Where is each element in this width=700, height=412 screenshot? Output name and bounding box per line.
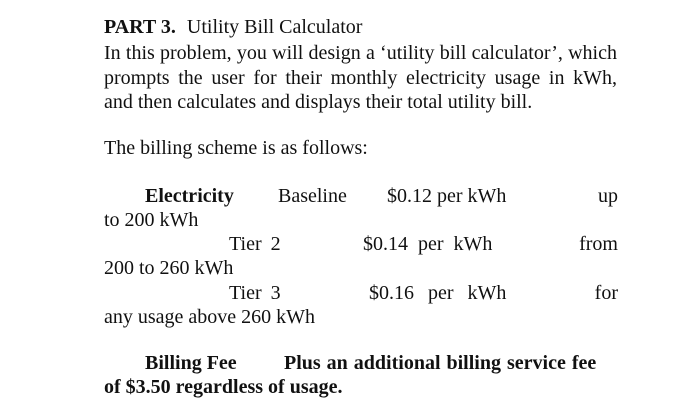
tier-range-rest-tier3: any usage above 260 kWh — [104, 306, 316, 328]
billing-fee-heading: Billing Fee — [145, 352, 237, 374]
tier-name-tier3: Tier 3 — [229, 282, 281, 304]
billing-fee-line2: of $3.50 regardless of usage. — [104, 376, 343, 398]
tier-rate-baseline: $0.12 per kWh — [387, 185, 507, 207]
billing-fee-line1: Plus an additional billing service fee — [284, 352, 597, 374]
tier-rate-tier3: $0.16 per kWh — [369, 282, 507, 304]
tier-range-rest-tier2: 200 to 260 kWh — [104, 257, 234, 279]
part-title: Utility Bill Calculator — [186, 16, 363, 38]
intro-paragraph: In this problem, you will design a ‘utility bill calculator’, which prompts the user for their monthly electricity usage in kWh, and then calculates and displays their total utility bill. — [104, 42, 617, 113]
tier-range-word-tier2: from — [579, 233, 618, 255]
tier-range-rest-baseline: to 200 kWh — [104, 209, 199, 231]
scheme-intro: The billing scheme is as follows: — [104, 137, 368, 159]
electricity-heading: Electricity — [145, 185, 234, 207]
tier-rate-tier2: $0.14 per kWh — [363, 233, 493, 255]
part-heading — [104, 17, 362, 37]
tier-name-baseline: Baseline — [278, 185, 347, 207]
tier-range-word-baseline: up — [598, 185, 618, 207]
tier-range-word-tier3: for — [594, 282, 618, 304]
part-label: PART 3. — [104, 16, 176, 38]
tier-name-tier2: Tier 2 — [229, 233, 281, 255]
